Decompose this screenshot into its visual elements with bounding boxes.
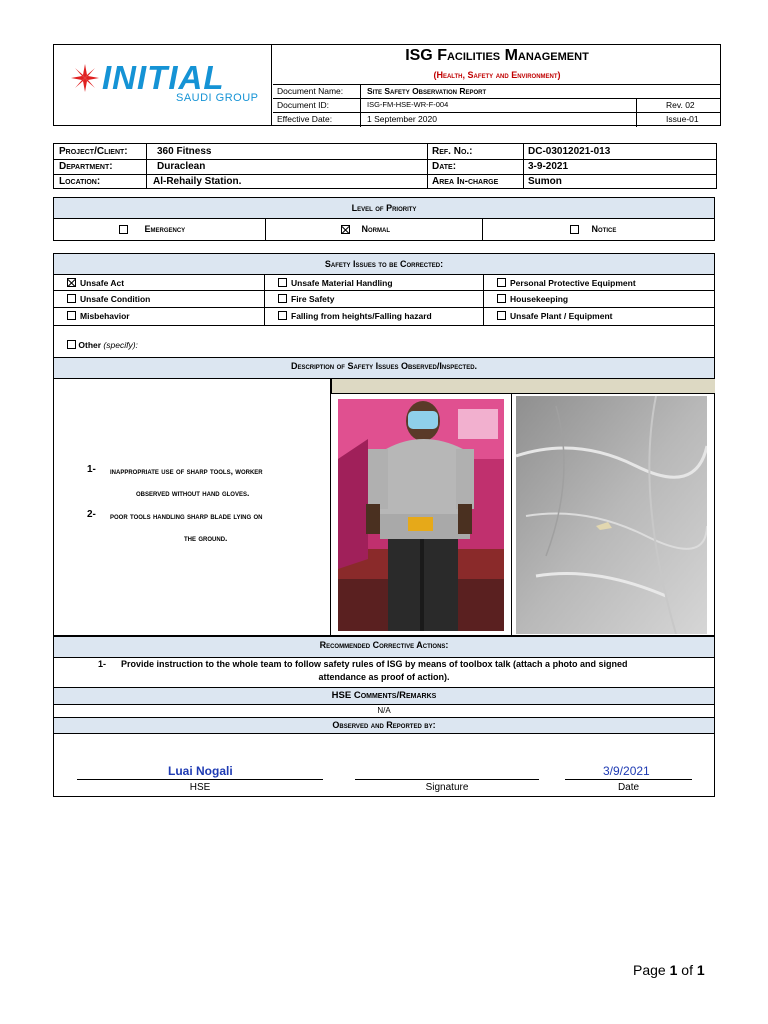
other-issue-row	[53, 326, 715, 358]
unsafe-act-checkbox-checked[interactable]	[67, 278, 76, 287]
location-label: Location:	[59, 176, 101, 187]
doc-name-row	[273, 84, 721, 98]
initial-star-logo-icon	[70, 63, 100, 93]
company-title: ISG Facilities Management	[405, 47, 589, 64]
date-label: Date:	[432, 161, 457, 172]
corrective-number: 1-	[98, 659, 107, 669]
rev-value: Rev. 02	[666, 100, 695, 110]
falling-hazard-checkbox[interactable]	[278, 311, 287, 320]
unsafe-material-handling-checkbox[interactable]	[278, 278, 287, 287]
item1-line2: observed without hand gloves.	[136, 488, 250, 498]
worker-photo	[338, 399, 504, 631]
photo-header-strip	[331, 379, 715, 394]
floor-blade-photo	[516, 396, 707, 634]
project-label: Project/Client:	[59, 146, 128, 157]
project-value: 360 Fitness	[157, 146, 212, 157]
corrective-line1: Provide instruction to the whole team to follow safety rules of ISG by means of toolbox talk (attach a photo and signed	[121, 659, 628, 669]
logo-subtext: SAUDI GROUP	[176, 92, 259, 104]
other-checkbox[interactable]	[67, 340, 76, 349]
housekeeping-checkbox[interactable]	[497, 294, 506, 303]
observer-name: Luai Nogali	[168, 764, 233, 778]
area-label: Area In-charge	[432, 176, 499, 187]
eff-date-value: 1 September 2020	[367, 114, 437, 124]
eff-date-label: Effective Date:	[273, 113, 361, 127]
hse-comments-value: N/A	[53, 705, 715, 718]
item1-line1: inappropriate use of sharp tools, worker	[110, 466, 263, 476]
location-value: Al-Rehaily Station.	[153, 176, 242, 187]
doc-id-value: ISG-FM-HSE-WR-F-004	[367, 100, 449, 109]
hse-comments-heading: HSE Comments/Remarks	[53, 688, 715, 705]
description-area	[53, 379, 715, 636]
safety-issues-grid	[53, 275, 715, 326]
corrective-actions-heading: Recommended Corrective Actions:	[53, 636, 715, 658]
department-value: Duraclean	[157, 161, 206, 172]
report-date: 3/9/2021	[603, 764, 650, 778]
issue-other[interactable]: Other (specify):	[67, 340, 138, 350]
doc-name-value: Site Safety Observation Report	[367, 86, 487, 96]
misbehavior-checkbox[interactable]	[67, 311, 76, 320]
unsafe-condition-checkbox[interactable]	[67, 294, 76, 303]
doc-id-row	[273, 98, 721, 112]
ref-value: DC-03012021-013	[528, 146, 611, 157]
logo-wordmark: INITIAL	[102, 59, 225, 96]
safety-issues-heading: Safety Issues to be Corrected:	[53, 253, 715, 275]
issue-value: Issue-01	[666, 114, 699, 124]
unsafe-plant-checkbox[interactable]	[497, 311, 506, 320]
corrective-line2: attendance as proof of action).	[318, 672, 450, 682]
item2-number: 2-	[87, 509, 96, 520]
notice-checkbox[interactable]	[570, 225, 579, 234]
priority-heading: Level of Priority	[53, 197, 715, 219]
fire-safety-checkbox[interactable]	[278, 294, 287, 303]
issue-misbehavior[interactable]: Misbehavior	[67, 308, 130, 324]
issue-fire-safety[interactable]: Fire Safety	[278, 291, 334, 307]
doc-id-label: Document ID:	[273, 99, 361, 113]
area-value: Sumon	[528, 176, 562, 187]
issue-ppe[interactable]: Personal Protective Equipment	[497, 275, 636, 291]
priority-notice[interactable]: Notice	[570, 224, 616, 234]
issue-falling-hazard[interactable]: Falling from heights/Falling hazard	[278, 308, 432, 324]
project-info-table	[53, 143, 717, 189]
issue-unsafe-act[interactable]: Unsafe Act	[67, 275, 124, 291]
priority-normal[interactable]: Normal	[341, 224, 390, 234]
priority-emergency[interactable]: Emergency	[119, 224, 185, 234]
document-header	[53, 44, 721, 126]
department-label: Department:	[59, 161, 113, 172]
corrective-actions-text	[53, 658, 715, 688]
item1-number: 1-	[87, 464, 96, 475]
item2-line2: the ground.	[184, 533, 228, 543]
item2-line1: poor tools handling sharp blade lying on	[110, 511, 263, 521]
description-text	[54, 379, 331, 635]
ref-label: Ref. No.:	[432, 146, 473, 157]
eff-date-row	[273, 112, 721, 126]
observer-caption: HSE	[189, 782, 211, 793]
emergency-checkbox[interactable]	[119, 225, 128, 234]
logo-cell	[54, 45, 272, 125]
doc-name-label: Document Name:	[273, 85, 361, 99]
date-value: 3-9-2021	[528, 161, 569, 172]
signature-caption: Signature	[425, 782, 469, 793]
priority-options	[53, 219, 715, 241]
description-heading: Description of Safety Issues Observed/Inspected.	[53, 357, 715, 379]
date-caption: Date	[617, 782, 640, 793]
issue-housekeeping[interactable]: Housekeeping	[497, 291, 568, 307]
ppe-checkbox[interactable]	[497, 278, 506, 287]
issue-unsafe-plant[interactable]: Unsafe Plant / Equipment	[497, 308, 613, 324]
observed-by-area	[53, 734, 715, 797]
company-subtitle: (Health, Safety and Environment)	[433, 70, 561, 80]
observed-by-heading: Observed and Reported by:	[53, 718, 715, 734]
issue-unsafe-condition[interactable]: Unsafe Condition	[67, 291, 150, 307]
issue-unsafe-material-handling[interactable]: Unsafe Material Handling	[278, 275, 393, 291]
page-number: Page 1 of 1	[633, 962, 705, 978]
normal-checkbox-checked[interactable]	[341, 225, 350, 234]
